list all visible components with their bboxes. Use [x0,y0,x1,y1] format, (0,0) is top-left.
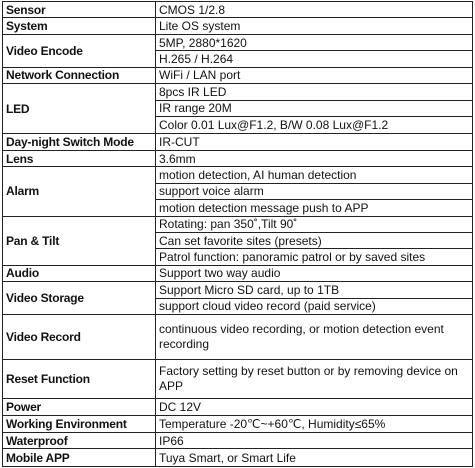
spec-value: 8pcs IR LED [156,84,473,100]
spec-label: Lens [3,150,156,166]
spec-value: motion detection, AI human detection [156,167,473,183]
spec-label: Power [3,399,156,415]
spec-row-led [3,84,473,100]
spec-label: LED [3,84,156,134]
spec-value: IR-CUT [156,134,473,150]
spec-value: Patrol function: panoramic patrol or by saved sites [156,249,473,265]
spec-label: Pan & Tilt [3,216,156,265]
spec-value: Color 0.01 Lux@F1.2, B/W 0.08 Lux@F1.2 [156,116,473,133]
spec-label: Video Record [3,315,156,360]
spec-row-power [3,399,473,415]
spec-row-reset [3,360,473,399]
spec-row-alarm [3,167,473,183]
spec-value: 5MP, 2880*1620 [156,34,473,50]
spec-row-mobile-app [3,449,473,467]
spec-row-working-environment [3,415,473,432]
spec-row-video-record [3,315,473,360]
spec-row-sensor [3,2,473,18]
spec-value: Rotating: pan 350˚,Tilt 90˚ [156,216,473,232]
spec-row-waterproof [3,433,473,449]
spec-value: support voice alarm [156,183,473,199]
spec-value: H.265 / H.264 [156,51,473,67]
spec-value: 3.6mm [156,150,473,166]
spec-row-network [3,67,473,83]
spec-value: continuous video recording, or motion detection event recording [156,315,473,360]
spec-row-audio [3,265,473,281]
spec-label: Sensor [3,2,156,18]
spec-value: Support two way audio [156,265,473,281]
spec-label: System [3,18,156,34]
spec-row-video-encode [3,34,473,50]
spec-label: Reset Function [3,360,156,399]
spec-label: Audio [3,265,156,281]
spec-table [2,1,473,467]
spec-row-lens [3,150,473,166]
spec-label: Video Encode [3,34,156,67]
spec-value: IR range 20M [156,100,473,116]
spec-label: Working Environment [3,415,156,432]
spec-row-system [3,18,473,34]
spec-value: Factory setting by reset button or by removing device on APP [156,360,473,399]
spec-label: Video Storage [3,282,156,315]
spec-value: Temperature -20℃~+60℃, Humidity≤65% [156,415,473,432]
spec-value: DC 12V [156,399,473,415]
spec-value: Tuya Smart, or Smart Life [156,449,473,467]
spec-value: Support Micro SD card, up to 1TB [156,282,473,298]
spec-label: Alarm [3,167,156,216]
spec-label: Mobile APP [3,449,156,467]
spec-label: Waterproof [3,433,156,449]
spec-value: Can set favorite sites (presets) [156,232,473,248]
spec-label: Network Connection [3,67,156,83]
spec-value: IP66 [156,433,473,449]
spec-value: Lite OS system [156,18,473,34]
spec-value: CMOS 1/2.8 [156,2,473,18]
spec-value: WiFi / LAN port [156,67,473,83]
spec-row-video-storage [3,282,473,298]
spec-row-pan-tilt [3,216,473,232]
spec-value: support cloud video record (paid service) [156,298,473,314]
spec-value: motion detection message push to APP [156,200,473,216]
spec-label: Day-night Switch Mode [3,134,156,150]
spec-row-day-night [3,134,473,150]
